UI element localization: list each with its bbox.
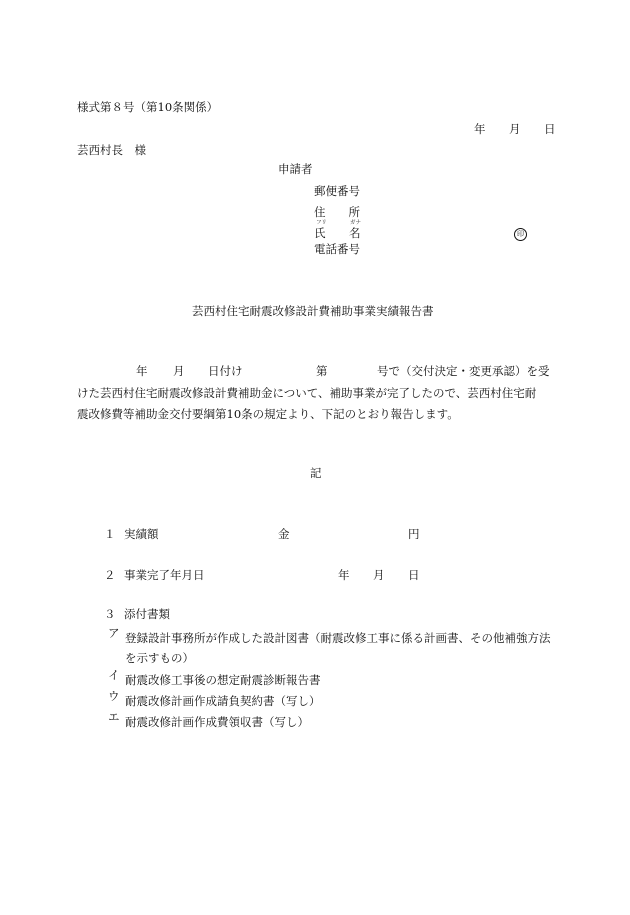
furigana-1: フリ: [316, 220, 327, 226]
date-month-label: 月: [509, 122, 521, 136]
item1-label: 実績額: [124, 527, 159, 541]
item3-number: ３: [104, 607, 116, 621]
furigana-2: ガナ: [350, 220, 362, 226]
body-line-3: 震改修費等補助金交付要綱第10条の規定より、下記のとおり報告します。: [77, 407, 459, 421]
item1-number: １: [104, 527, 116, 541]
attachment-text: 耐震改修工事後の想定耐震診断報告書: [125, 673, 321, 687]
date-year-label: 年: [474, 122, 486, 136]
postal-code-label: 郵便番号: [314, 184, 360, 198]
name-label-char2: 名: [349, 226, 361, 240]
attachment-text: 耐震改修計画作成請負契約書（写し）: [125, 694, 321, 708]
address-label: 住 所: [314, 205, 360, 219]
ki-heading: 記: [310, 466, 322, 480]
body-year: 年: [136, 364, 148, 378]
item2-year: 年: [338, 568, 350, 582]
attachment-item-a: [108, 628, 558, 668]
body-dated: 日付け: [208, 364, 243, 378]
applicant-label: 申請者: [278, 162, 313, 176]
item2-month: 月: [373, 568, 385, 582]
item2-number: ２: [104, 568, 116, 582]
item3-label: 添付書類: [124, 607, 170, 621]
document-title: 芸西村住宅耐震改修設計費補助事業実績報告書: [192, 304, 434, 318]
body-go: 号で（交付決定・変更承認）を受: [377, 364, 550, 378]
attachment-mark: エ: [108, 710, 120, 724]
attachment-item-i: [108, 670, 558, 690]
name-label-char1: 氏: [314, 226, 326, 240]
attachment-text: 登録設計事務所が作成した設計図書（耐震改修工事に係る計画書、その他補強方法を示すもの）: [125, 631, 551, 665]
item2-label: 事業完了年月日: [124, 568, 205, 582]
form-number: 様式第８号（第10条関係）: [77, 100, 219, 114]
attachment-mark: イ: [108, 668, 120, 682]
attachment-item-u: [108, 691, 558, 711]
body-dai: 第: [316, 364, 328, 378]
attachment-mark: ア: [108, 626, 120, 640]
phone-label: 電話番号: [314, 242, 360, 256]
attachment-item-e: [108, 712, 558, 732]
item1-kin: 金: [278, 527, 290, 541]
item2-day: 日: [408, 568, 420, 582]
seal-mark: 印: [514, 228, 527, 241]
attachment-text: 耐震改修計画作成費領収書（写し）: [125, 715, 309, 729]
item1-yen: 円: [408, 527, 420, 541]
date-day-label: 日: [544, 122, 556, 136]
addressee: 芸西村長 様: [77, 143, 146, 157]
body-month: 月: [173, 364, 185, 378]
attachment-mark: ウ: [108, 689, 120, 703]
body-line-2: けた芸西村住宅耐震改修設計費補助金について、補助事業が完了したので、芸西村住宅耐: [77, 386, 537, 400]
